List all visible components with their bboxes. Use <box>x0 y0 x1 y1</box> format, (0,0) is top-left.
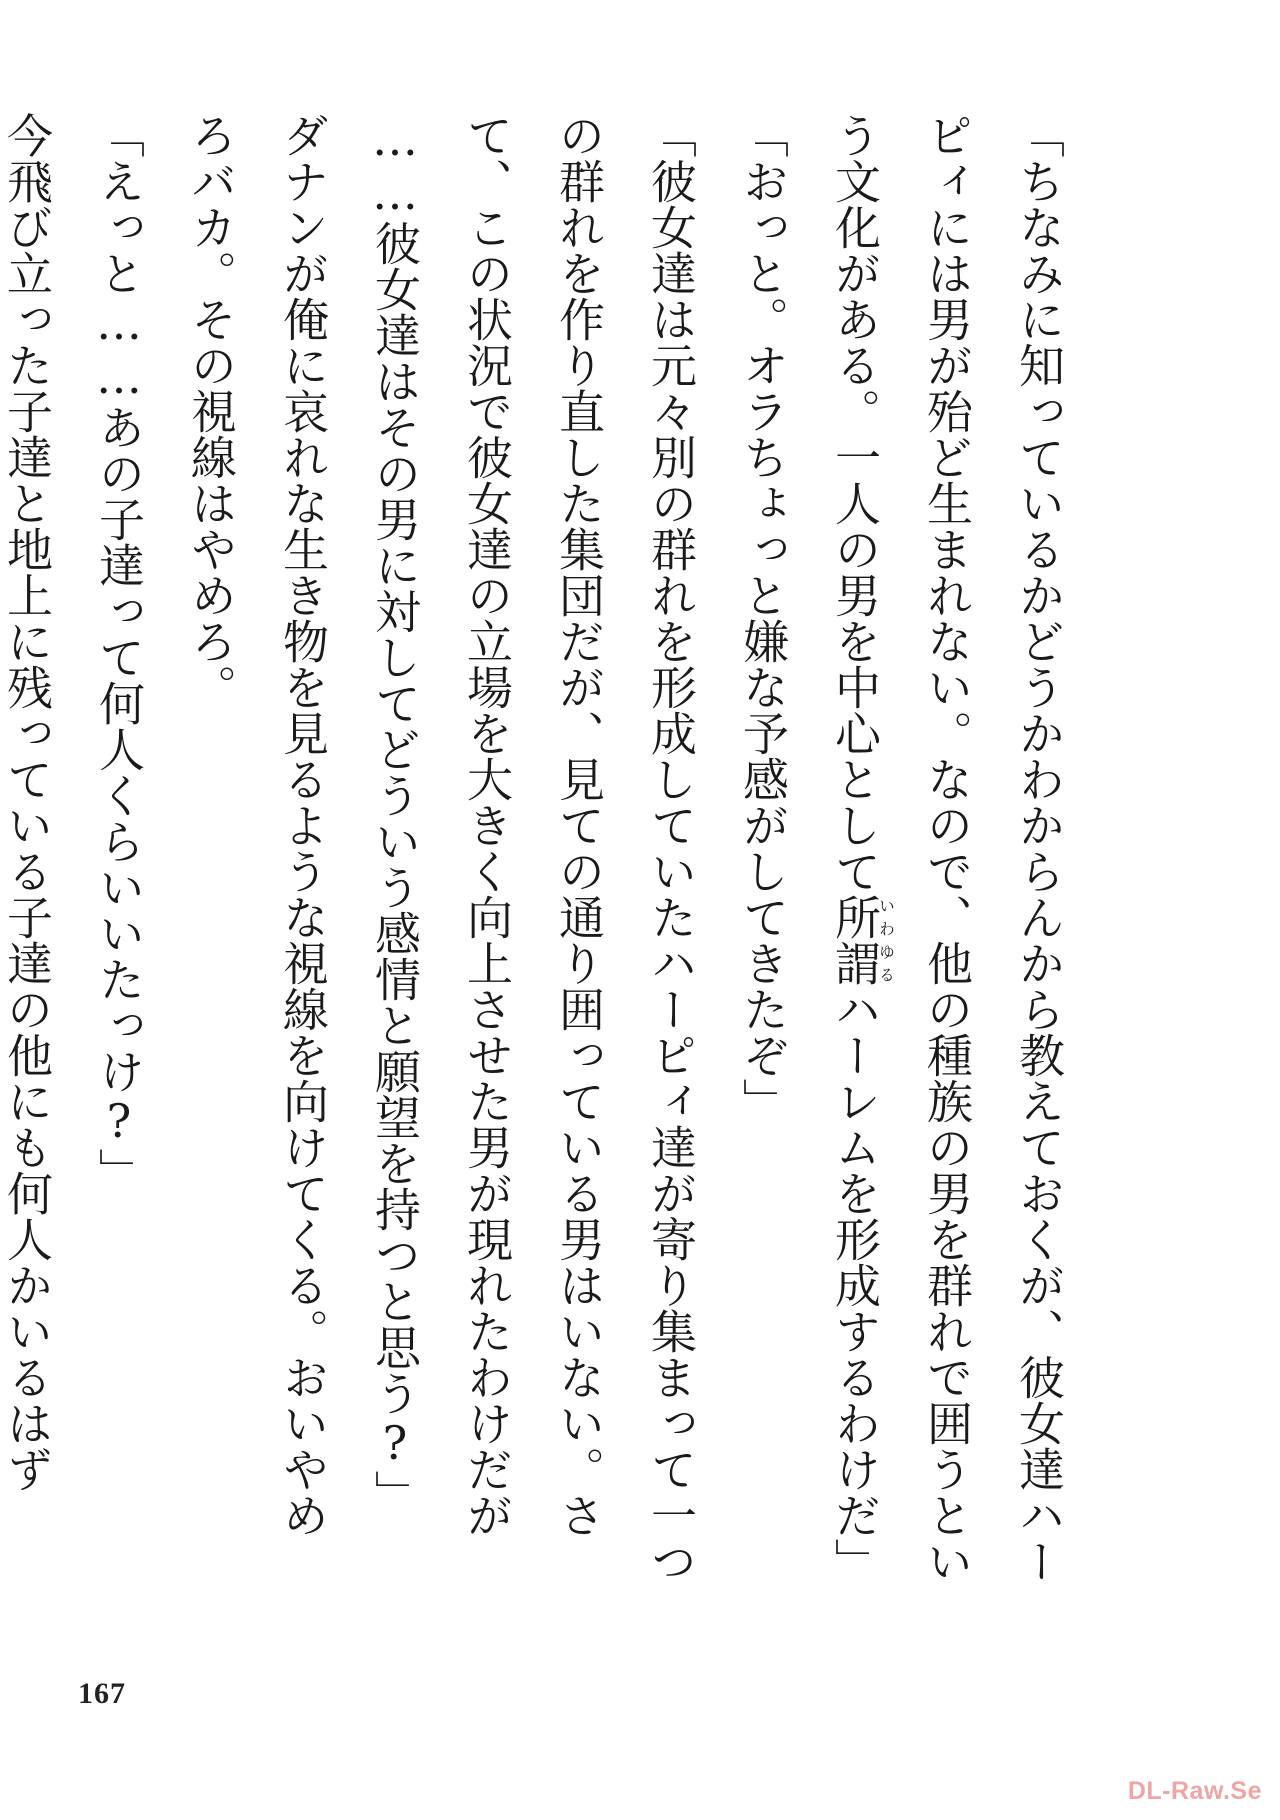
text-line: 「おっと。オラちょっと嫌な予感がしてきたぞ」 <box>736 112 790 1124</box>
text-line: 「ちなみに知っているかどうかわからんから教えておくが、彼女達ハー <box>1012 112 1066 1584</box>
text-line: ダナンが俺に哀れな生き物を見るような視線を向けてくる。おいやめ <box>276 112 330 1538</box>
text-line: 「彼女達は元々別の群れを形成していたハーピィ達が寄り集まって一つ <box>644 112 698 1584</box>
watermark-text: DL-Raw.Se <box>1127 1777 1262 1805</box>
text-line: ……彼女達はその男に対してどういう感情と願望を持つと思う?」 <box>368 112 422 1516</box>
text-segment: う文化がある。一人の男を中心として <box>828 112 882 894</box>
ruby-annotation <box>828 894 896 986</box>
text-line: て、この状況で彼女達の立場を大きく向上させた男が現れたわけだが <box>460 112 514 1538</box>
text-line: 今飛び立った子達と地上に残っている子達の他にも何人かいるはず <box>0 112 54 1492</box>
text-line: の群れを作り直した集団だが、見ての通り囲っている男はいない。さ <box>552 112 606 1538</box>
text-line: ろバカ。その視線はやめろ。 <box>184 112 238 710</box>
ruby-reading: いわゆる <box>876 894 896 986</box>
vertical-text-body <box>0 112 1085 1612</box>
text-line: ピィには男が殆ど生まれない。なので、他の種族の男を群れで囲うとい <box>920 112 974 1584</box>
ruby-base: 所謂 <box>828 894 882 986</box>
text-line-with-ruby <box>809 112 901 1612</box>
text-line: 「えっと……あの子達って何人くらいいたっけ?」 <box>92 112 146 1194</box>
text-segment: ハーレムを形成するわけだ」 <box>828 986 882 1584</box>
page-number: 167 <box>78 1677 126 1710</box>
